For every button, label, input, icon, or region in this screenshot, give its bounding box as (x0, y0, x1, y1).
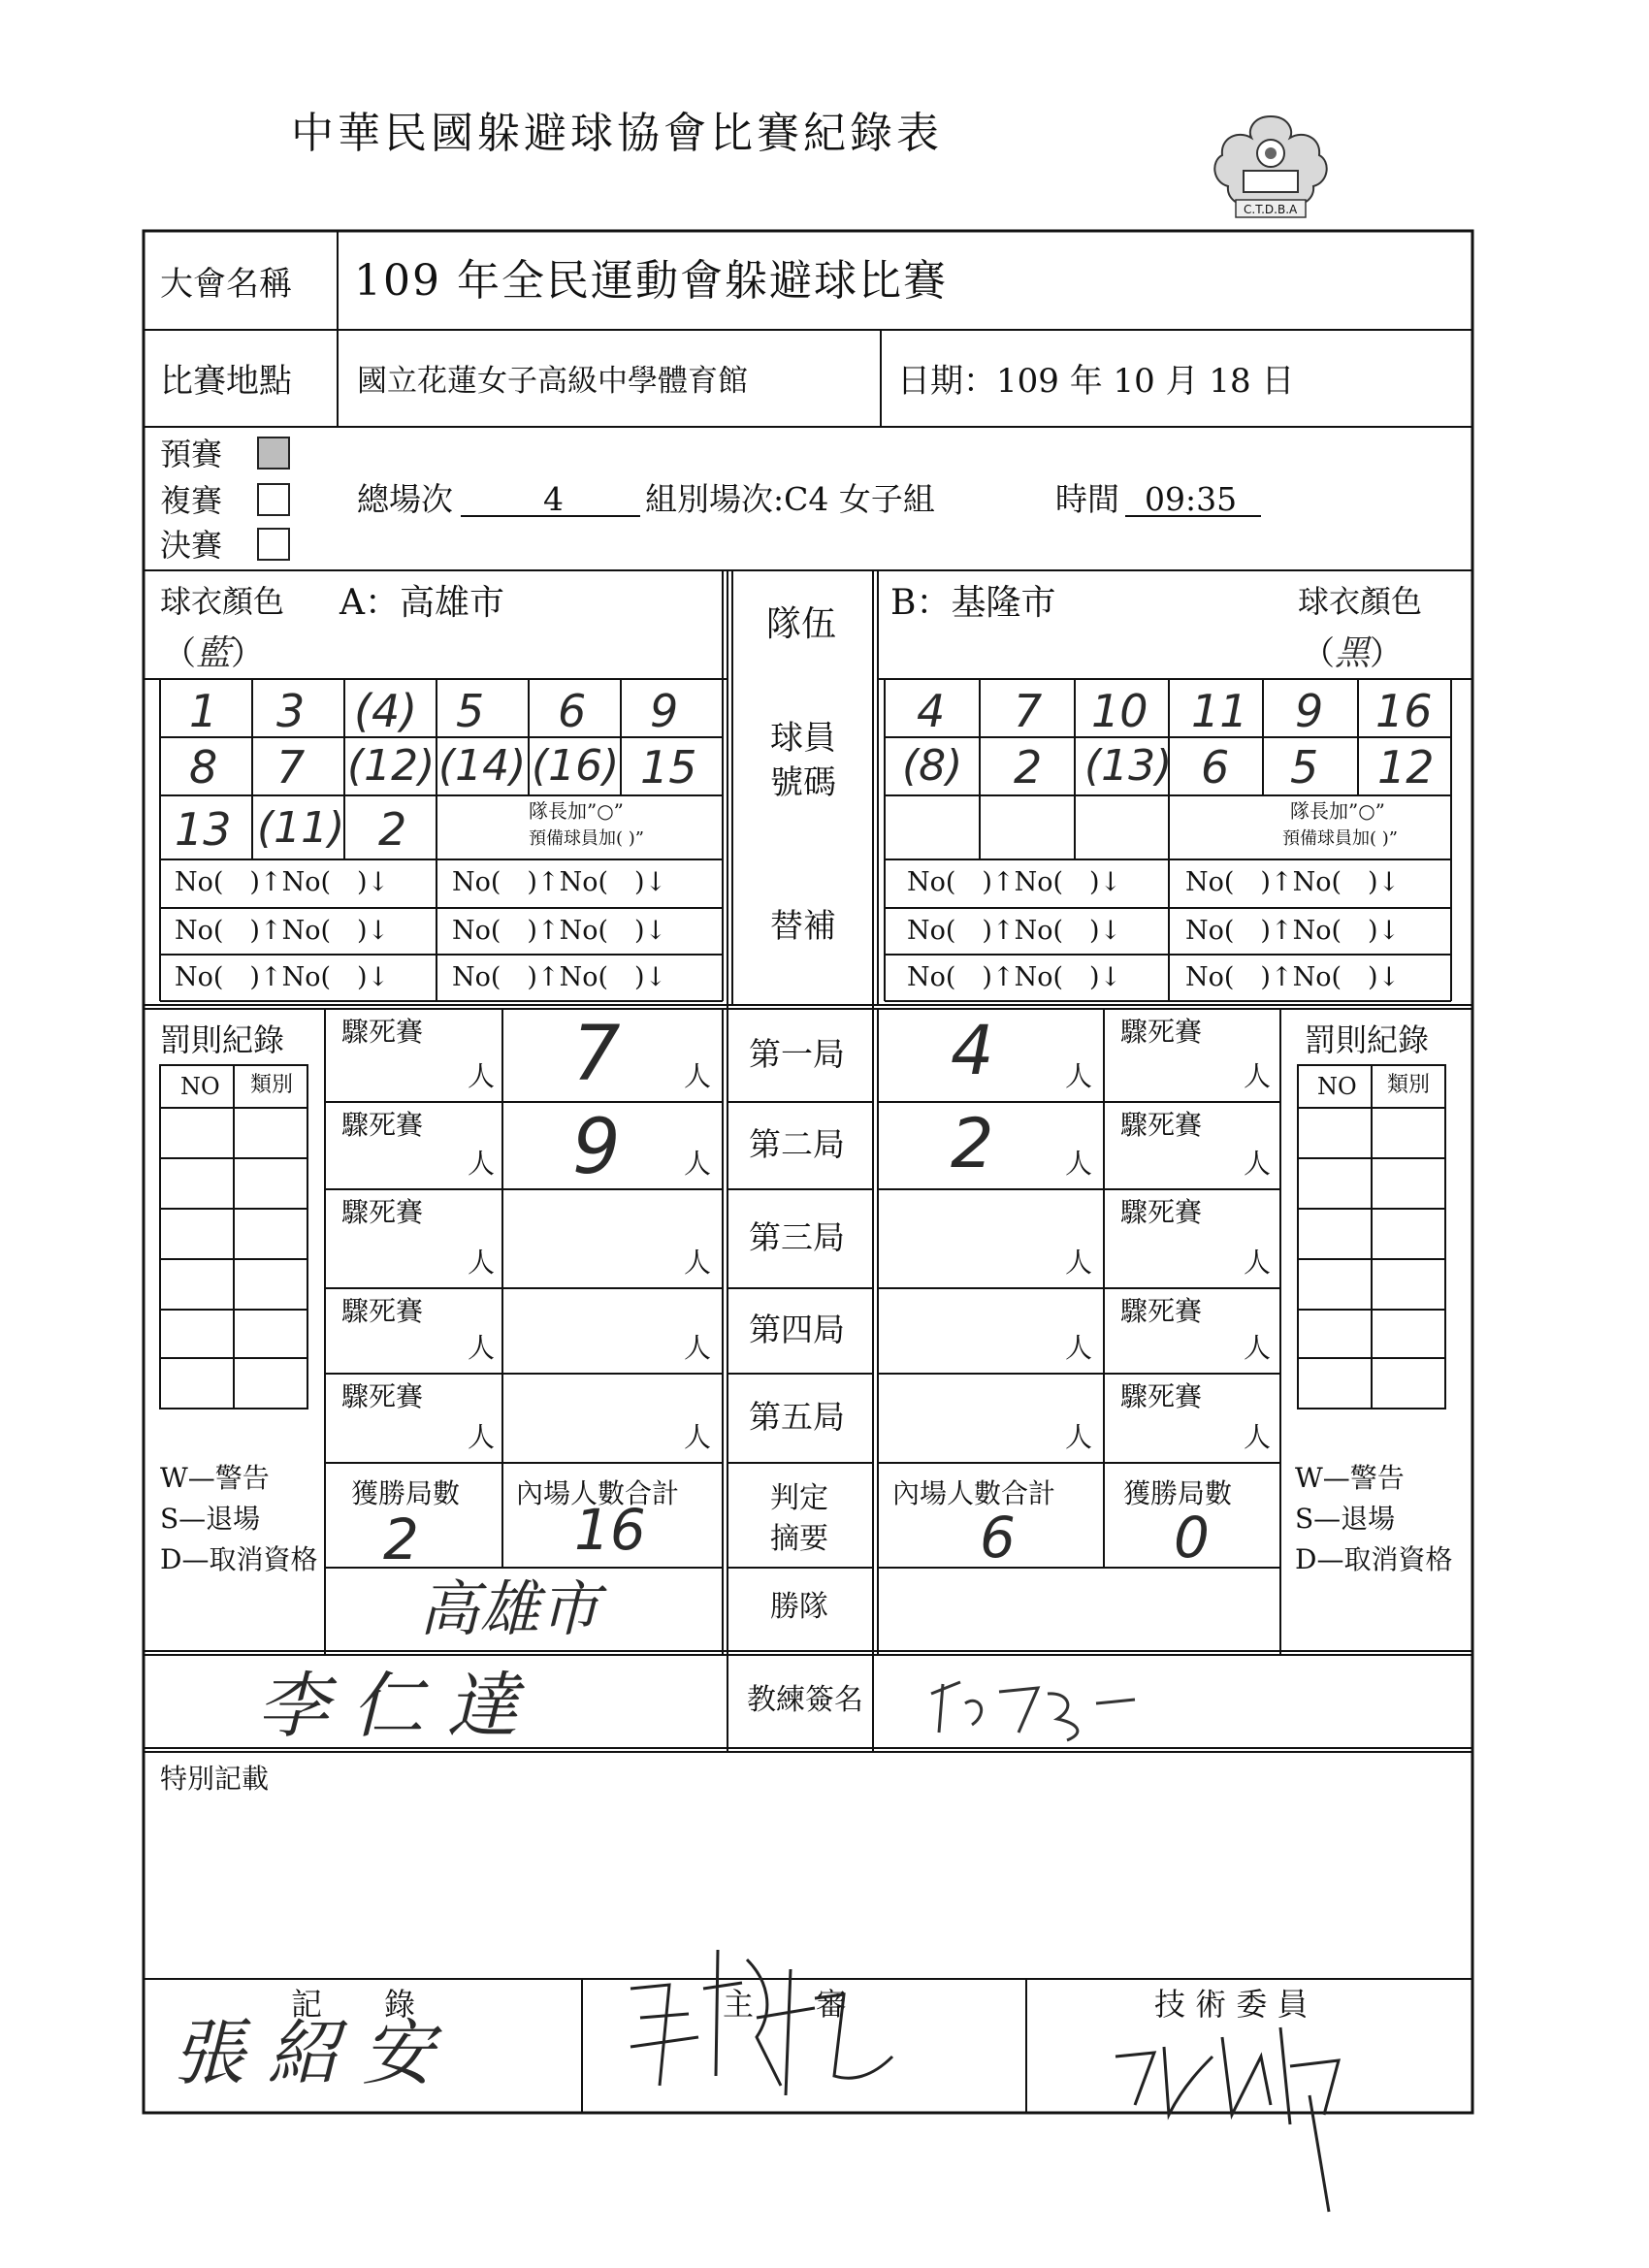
a-player: (16) (532, 741, 620, 791)
a-sudden-death-label: 驟死賽 (341, 1016, 424, 1048)
team-b-wins: 0 (1174, 1505, 1210, 1571)
a-sudden-death-label: 驟死賽 (341, 1109, 424, 1141)
b-player: 16 (1375, 685, 1433, 737)
a-sudden-death-label: 驟死賽 (341, 1196, 424, 1228)
round-final-checkbox[interactable] (257, 528, 290, 561)
team-b-wins-label: 獲勝局數 (1123, 1477, 1233, 1509)
a-player: 9 (650, 685, 679, 737)
a-player: 1 (189, 685, 218, 737)
b-player: 6 (1201, 741, 1230, 794)
tech-committee-label: 技 術 委 員 (1154, 1986, 1309, 2023)
referee-signature (611, 1892, 941, 2115)
total-match-label: 總場次 (357, 480, 453, 518)
player-number-label-2: 號碼 (770, 763, 836, 802)
legend-warning: W—警告 (1295, 1462, 1405, 1494)
b-player: 11 (1191, 685, 1248, 737)
a-set-score: 9 (572, 1104, 621, 1191)
sub-cell: No( )↑No( )↓ (1185, 962, 1401, 992)
b-sudden-death-person: 人 (1244, 1148, 1272, 1180)
sub-cell: No( )↑No( )↓ (175, 867, 390, 897)
a-player: (11) (257, 803, 345, 853)
team-b-penalty-label: 罰則紀錄 (1305, 1021, 1430, 1058)
a-player: 13 (175, 803, 232, 856)
player-number-label-1: 球員 (770, 719, 836, 758)
b-player: 7 (1014, 685, 1043, 737)
a-player: 8 (189, 741, 218, 794)
sub-cell: No( )↑No( )↓ (1185, 916, 1401, 946)
team-a-coach-signature: 李 仁 達 (257, 1665, 519, 1748)
team-a-inner-total: 16 (574, 1497, 646, 1563)
sub-cell: No( )↑No( )↓ (452, 962, 667, 992)
b-set-person: 人 (1065, 1247, 1093, 1279)
winner-label: 勝隊 (770, 1590, 828, 1624)
b-set-score: 4 (951, 1011, 994, 1090)
paren-close: ） (231, 634, 265, 673)
team-b-inner-total-label: 內場人數合計 (892, 1477, 1056, 1509)
a-set-person: 人 (684, 1148, 712, 1180)
sub-cell: No( )↑No( )↓ (175, 962, 390, 992)
a-set-person: 人 (684, 1060, 712, 1092)
event-name-label: 大會名稱 (160, 265, 292, 304)
b-player: (13) (1084, 741, 1173, 791)
b-sudden-death-label: 驟死賽 (1120, 1380, 1203, 1412)
a-sudden-death-person: 人 (468, 1332, 496, 1364)
a-set-person: 人 (684, 1421, 712, 1453)
set-label: 第二局 (749, 1125, 845, 1163)
reserve-note: 預備球員加( )” (1282, 828, 1398, 849)
sub-cell: No( )↑No( )↓ (452, 867, 667, 897)
team-b-jersey-label: 球衣顏色 (1298, 583, 1423, 620)
coach-signature-label: 教練簽名 (747, 1683, 863, 1717)
winning-team: 高雄市 (419, 1573, 600, 1644)
team-a-penalty-label: 罰則紀錄 (160, 1021, 285, 1058)
b-player: 2 (1014, 741, 1043, 794)
sub-cell: No( )↑No( )↓ (907, 962, 1122, 992)
team-a-inner-total-label: 內場人數合計 (516, 1477, 680, 1509)
recorder-signature: 張 紹 安 (173, 2012, 435, 2095)
round-second-label: 複賽 (160, 482, 223, 519)
page-title: 中華民國躲避球協會比賽紀錄表 (291, 109, 943, 158)
venue-label: 比賽地點 (160, 362, 292, 401)
b-player: 9 (1295, 685, 1324, 737)
team-a-wins: 2 (383, 1507, 419, 1572)
b-sudden-death-person: 人 (1244, 1332, 1272, 1364)
a-sudden-death-label: 驟死賽 (341, 1380, 424, 1412)
sub-cell: No( )↑No( )↓ (175, 916, 390, 946)
judgement-label-2: 摘要 (770, 1522, 828, 1556)
captain-note: 隊長加”○” (1290, 799, 1385, 823)
referee-label: 主 審 (723, 1986, 848, 2023)
round-prelim-checkbox[interactable] (257, 437, 290, 470)
a-set-person: 人 (684, 1247, 712, 1279)
a-sudden-death-person: 人 (468, 1421, 496, 1453)
time-value: 09:35 (1145, 480, 1238, 518)
a-player: (12) (347, 741, 436, 791)
penalty-type-header: 類別 (1387, 1073, 1431, 1097)
time-label: 時間 (1055, 480, 1119, 518)
a-sudden-death-person: 人 (468, 1247, 496, 1279)
set-label: 第五局 (749, 1398, 845, 1436)
b-sudden-death-person: 人 (1244, 1247, 1272, 1279)
set-label: 第三局 (749, 1218, 845, 1256)
paren-open: （ (1302, 634, 1335, 673)
a-set-score: 7 (572, 1011, 621, 1098)
team-column-label: 隊伍 (766, 604, 837, 644)
sub-cell: No( )↑No( )↓ (452, 916, 667, 946)
legend-warning: W—警告 (160, 1462, 270, 1494)
paren-open: （ (163, 634, 196, 673)
a-sudden-death-person: 人 (468, 1148, 496, 1180)
a-player: (14) (438, 741, 527, 791)
team-b-jersey-value: 黑 (1335, 633, 1371, 673)
b-sudden-death-person: 人 (1244, 1060, 1272, 1092)
team-b-inner-total: 6 (980, 1505, 1016, 1571)
penalty-no-header: NO (1317, 1073, 1357, 1100)
a-player: 3 (276, 685, 306, 737)
a-player: 2 (378, 803, 407, 856)
penalty-no-header: NO (180, 1073, 220, 1100)
judgement-label-1: 判定 (770, 1481, 828, 1515)
recorder-label: 記 錄 (291, 1986, 416, 2023)
a-sudden-death-person: 人 (468, 1060, 496, 1092)
a-player: (4) (354, 685, 418, 737)
b-player: 5 (1290, 741, 1319, 794)
b-set-person: 人 (1065, 1332, 1093, 1364)
a-player: 15 (640, 741, 697, 794)
sub-cell: No( )↑No( )↓ (907, 867, 1122, 897)
captain-note: 隊長加”○” (529, 799, 624, 823)
logo-text: C.T.D.B.A (1244, 203, 1298, 216)
venue: 國立花蓮女子高級中學體育館 (357, 364, 748, 399)
b-sudden-death-label: 驟死賽 (1120, 1109, 1203, 1141)
round-final-label: 決賽 (160, 527, 223, 564)
b-player: 10 (1091, 685, 1148, 737)
round-prelim-label: 預賽 (160, 436, 223, 472)
b-set-person: 人 (1065, 1421, 1093, 1453)
b-sudden-death-label: 驟死賽 (1120, 1295, 1203, 1327)
a-set-person: 人 (684, 1332, 712, 1364)
team-b-jersey-color (1302, 627, 1403, 674)
b-set-person: 人 (1065, 1060, 1093, 1092)
substitution-label: 替補 (770, 907, 836, 946)
reserve-note: 預備球員加( )” (529, 828, 644, 849)
a-player: 6 (558, 685, 587, 737)
a-player: 5 (456, 685, 485, 737)
team-a-jersey-label: 球衣顏色 (160, 583, 285, 620)
b-sudden-death-label: 驟死賽 (1120, 1016, 1203, 1048)
tech-committee-signature (1096, 1998, 1387, 2231)
special-notes-label: 特別記載 (160, 1763, 270, 1795)
a-sudden-death-label: 驟死賽 (341, 1295, 424, 1327)
team-a-jersey-color (163, 627, 264, 674)
b-sudden-death-person: 人 (1244, 1421, 1272, 1453)
legend-disqualify: D—取消資格 (160, 1543, 318, 1575)
legend-disqualify: D—取消資格 (1295, 1543, 1453, 1575)
set-label: 第四局 (749, 1311, 845, 1348)
penalty-type-header: 類別 (250, 1073, 294, 1097)
a-player: 7 (276, 741, 306, 794)
total-match-value: 4 (543, 480, 564, 518)
b-set-score: 2 (951, 1104, 994, 1183)
round-second-checkbox[interactable] (257, 483, 290, 516)
b-player: 4 (917, 685, 946, 737)
legend-ejection: S—退場 (1295, 1503, 1396, 1535)
set-label: 第一局 (749, 1035, 845, 1073)
team-b-name: B：基隆市 (890, 583, 1056, 623)
sub-cell: No( )↑No( )↓ (1185, 867, 1401, 897)
team-a-name: A：高雄市 (340, 583, 504, 623)
team-a-wins-label: 獲勝局數 (351, 1477, 461, 1509)
event-name: 109 年全民運動會躲避球比賽 (354, 256, 948, 306)
sub-cell: No( )↑No( )↓ (907, 916, 1122, 946)
legend-ejection: S—退場 (160, 1503, 261, 1535)
b-set-person: 人 (1065, 1148, 1093, 1180)
b-sudden-death-label: 驟死賽 (1120, 1196, 1203, 1228)
team-b-coach-signature (922, 1665, 1154, 1752)
group-match-label: 組別場次:C4 女子組 (645, 480, 935, 518)
match-date: 日期：109 年 10 月 18 日 (897, 362, 1295, 401)
b-player: 12 (1377, 741, 1435, 794)
team-a-jersey-value: 藍 (196, 633, 232, 673)
b-player: (8) (902, 741, 963, 791)
paren-close: ） (1370, 634, 1404, 673)
